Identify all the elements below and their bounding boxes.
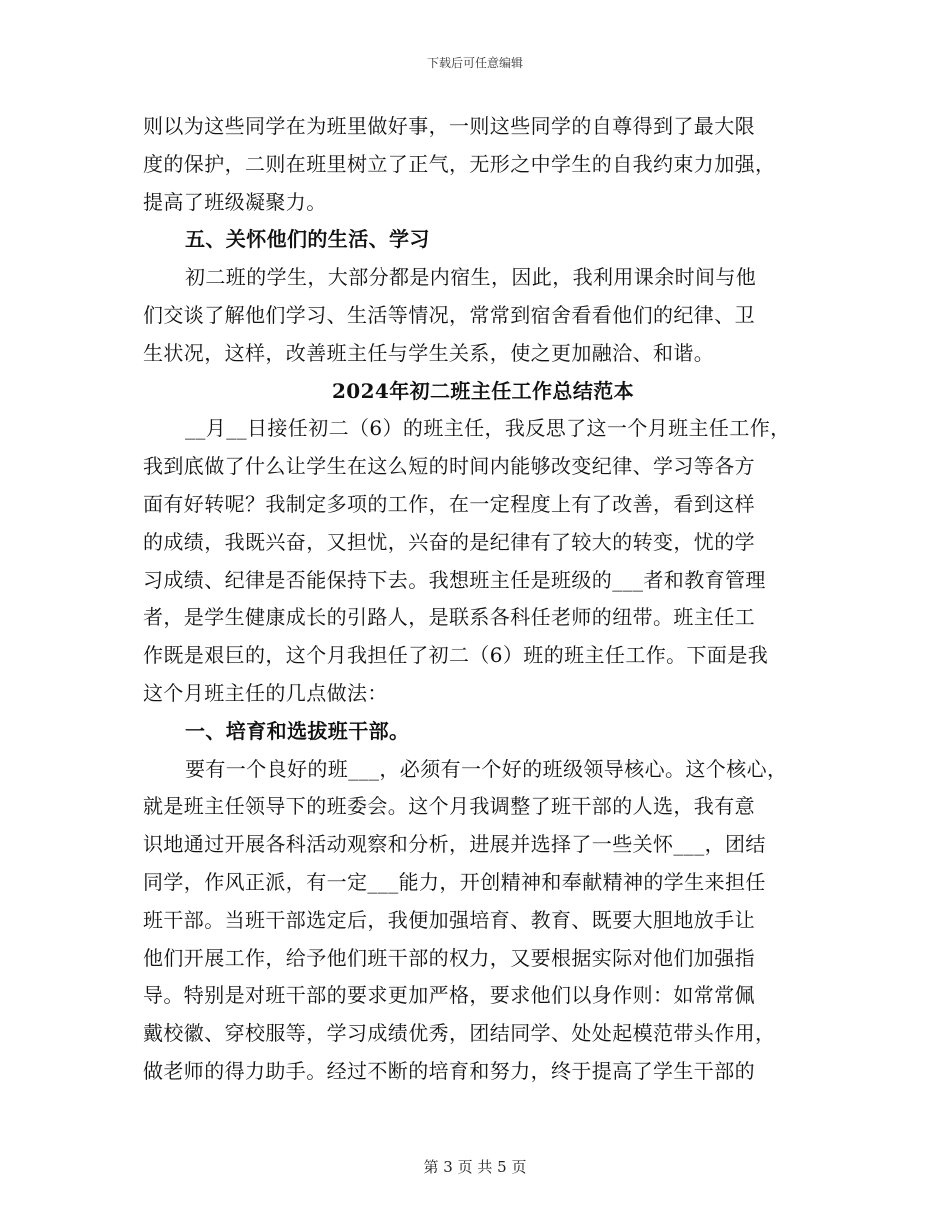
paragraph-line: 同学，作风正派，有一定___能力，开创精神和奉献精神的学生来担任: [143, 869, 766, 894]
paragraph-line: 面有好转呢？我制定多项的工作，在一定程度上有了改善，看到这样: [143, 491, 755, 516]
document-body: [143, 108, 823, 1091]
section-heading-care: 五、关怀他们的生活、学习: [185, 227, 430, 252]
paragraph-line: 我到底做了什么让学生在这么短的时间内能够改变纪律、学习等各方: [143, 454, 755, 479]
paragraph-line: __月__日接任初二（6）的班主任，我反思了这一个月班主任工作，: [185, 416, 791, 441]
section-heading-cadres: 一、培育和选拔班干部。: [185, 718, 410, 743]
paragraph-line: 初二班的学生，大部分都是内宿生，因此，我利用课余时间与他: [185, 265, 757, 290]
paragraph-line: 们交谈了解他们学习、生活等情况，常常到宿舍看看他们的纪律、卫: [143, 302, 755, 327]
page-header: 下载后可任意编辑: [426, 56, 523, 70]
paragraph-line: 作既是艰巨的，这个月我担任了初二（6）班的班主任工作。下面是我: [143, 643, 769, 668]
document-title: 2024年初二班主任工作总结范本: [331, 378, 635, 403]
paragraph-line: 就是班主任领导下的班委会。这个月我调整了班干部的人选，我有意: [143, 794, 755, 819]
page-number: 第 3 页 共 5 页: [423, 1158, 527, 1176]
paragraph-line: 导。特别是对班干部的要求更加严格，要求他们以身作则：如常常佩: [143, 983, 755, 1008]
paragraph-line: 则以为这些同学在为班里做好事，一则这些同学的自尊得到了最大限: [143, 114, 755, 138]
paragraph-line: 的成绩，我既兴奋，又担忧，兴奋的是纪律有了较大的转变，忧的学: [143, 529, 755, 554]
paragraph-line: 习成绩、纪律是否能保持下去。我想班主任是班级的___者和教育管理: [143, 567, 766, 592]
paragraph-line: 识地通过开展各科活动观察和分析，进展并选择了一些关怀___，团结: [143, 832, 766, 857]
paragraph-line: 提高了班级凝聚力。: [143, 189, 327, 214]
paragraph-line: 者，是学生健康成长的引路人，是联系各科任老师的纽带。班主任工: [143, 605, 755, 630]
paragraph-line: 生状况，这样，改善班主任与学生关系，使之更加融洽、和谐。: [143, 340, 715, 365]
paragraph-line: 这个月班主任的几点做法：: [143, 680, 388, 705]
paragraph-line: 度的保护，二则在班里树立了正气，无形之中学生的自我约束力加强，: [143, 151, 776, 176]
paragraph-line: 做老师的得力助手。经过不断的培育和努力，终于提高了学生干部的: [143, 1058, 755, 1083]
paragraph-line: 要有一个良好的班___，必须有一个好的班级领导核心。这个核心，: [185, 756, 788, 781]
paragraph-line: 班干部。当班干部选定后，我便加强培育、教育、既要大胆地放手让: [143, 907, 755, 932]
paragraph-line: 他们开展工作，给予他们班干部的权力，又要根据实际对他们加强指: [143, 945, 755, 970]
paragraph-line: 戴校徽、穿校服等，学习成绩优秀，团结同学、处处起模范带头作用，: [143, 1021, 776, 1046]
